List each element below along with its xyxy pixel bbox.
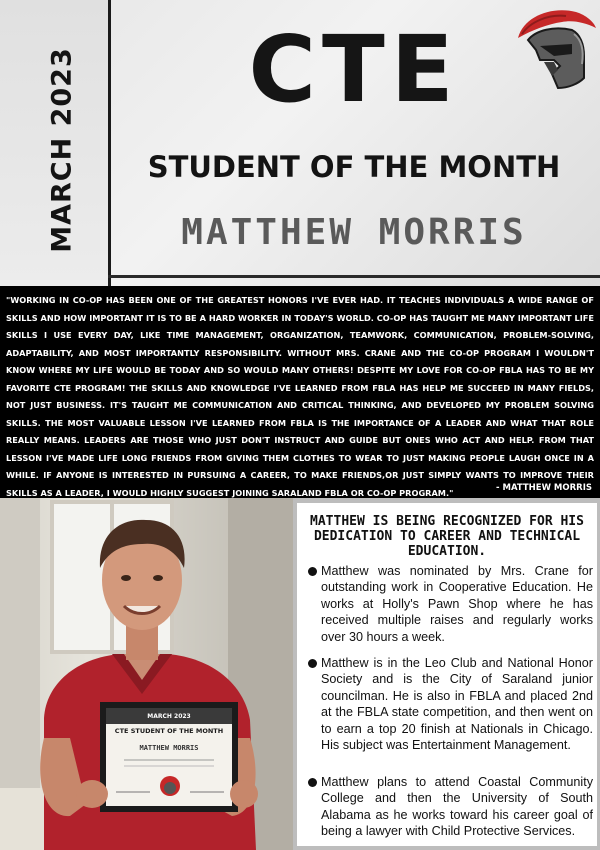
photo-illustration bbox=[0, 498, 293, 850]
student-name: MATTHEW MORRIS bbox=[181, 212, 527, 253]
bullet-dot-icon bbox=[308, 567, 317, 576]
award-title: STUDENT OF THE MONTH bbox=[147, 150, 561, 184]
recognition-heading: MATTHEW IS BEING RECOGNIZED FOR HIS DEDICATION TO CAREER AND TECHNICAL EDUCATION. bbox=[310, 514, 584, 559]
bullet-text: Matthew is in the Leo Club and National Honor Society and is the City of Saraland junior councilman. He is also in FBLA and placed 2nd at the FBLA state competition, and then went on to earn a top 20 finish at Nationals in Chicago. His subject was Entertainment Management. bbox=[321, 656, 593, 753]
certificate-date: MARCH 2023 bbox=[147, 713, 191, 720]
student-quote: "WORKING IN CO-OP HAS BEEN ONE OF THE GREATEST HONORS I'VE EVER HAD. IT TEACHES INDIVIDUALS A WIDE RANGE OF SKILLS AND HOW IMPORTANT IT IS TO BE A HARD WORKER IN TODAY'S WORLD. CO-OP HAS TAUGHT ME MANY IMPORTANT LIFE SKILLS I USE EVERY DAY, LIKE TIME MANAGEMENT, ORGANIZATION, TEAMWORK, COMMUNICATION, PROBLEM-SOLVING, ADAPTABILITY, AND MOST IMPORTANTLY RESPONSIBILITY. WITHOUT MRS. CRANE AND THE CO-OP PROGRAM I WOULDN'T KNOW WHERE MY LIFE WOULD BE TODAY AND SO WOULD MANY OTHERS! DESPITE MY LOVE FOR CO-OP FBLA HAS TO BE MY FAVORITE CTE PROGRAM! THE SKILLS AND KNOWLEDGE I'VE LEARNED FROM FBLA HAS HELP ME SUCCEED IN MANY FIELDS, NOT JUST BUSINESS. IT'S TAUGHT ME COMMUNICATION AND CRITICAL THINKING, AND DEVELOPED MY PROBLEM SOLVING SKILLS. THE MOST VALUABLE LESSON I'VE LEARNED FROM FBLA IS THE IMPORTANCE OF A LEADER AND WHAT THAT ROLE REALLY MEANS. LEADERS ARE THOSE WHO JUST DON'T INSTRUCT AND GUIDE BUT ONES WHO ACT AND HELP. FROM THAT LESSON I'VE MADE LIFE LONG FRIENDS FROM GIVING THEM CLOTHES TO WEAR TO JUST MAKING PEOPLE LAUGH ONCE IN A WHILE. IF ANYONE IS INTERESTED IN PURSUING A CAREER, TO MAKE FRIENDS,OR JUST SIMPLY WANTS TO IMPROVE THEIR SKILLS AS A LEADER, I WOULD HIGHLY SUGGEST JOINING SARALAND FBLA OR CO-OP PROGRAM." bbox=[6, 295, 594, 498]
recognition-bullet bbox=[308, 774, 593, 840]
recognition-bullet bbox=[308, 655, 593, 753]
bullet-dot-icon bbox=[308, 778, 317, 787]
recognition-bullet bbox=[308, 563, 593, 645]
bullet-text: Matthew plans to attend Coastal Community College and then the University of South Alabama as he works toward his career goal of being a lawyer with Child Protective Services. bbox=[321, 775, 593, 839]
certificate-title: CTE STUDENT OF THE MONTH bbox=[114, 727, 224, 735]
bullet-dot-icon bbox=[308, 659, 317, 668]
program-title: CTE bbox=[248, 16, 460, 123]
header-divider bbox=[108, 275, 600, 278]
student-photo bbox=[0, 498, 293, 850]
bullet-text: Matthew was nominated by Mrs. Crane for outstanding work in Cooperative Education. He works at Holly's Pawn Shop where he has received multiple raises and regularly works over 30 hours a week. bbox=[321, 564, 593, 644]
spartan-helmet-logo-icon bbox=[514, 4, 598, 92]
month-label: MARCH 2023 bbox=[46, 47, 78, 253]
quote-attribution: - MATTHEW MORRIS bbox=[496, 483, 592, 493]
certificate-recipient: MATTHEW MORRIS bbox=[139, 744, 199, 752]
